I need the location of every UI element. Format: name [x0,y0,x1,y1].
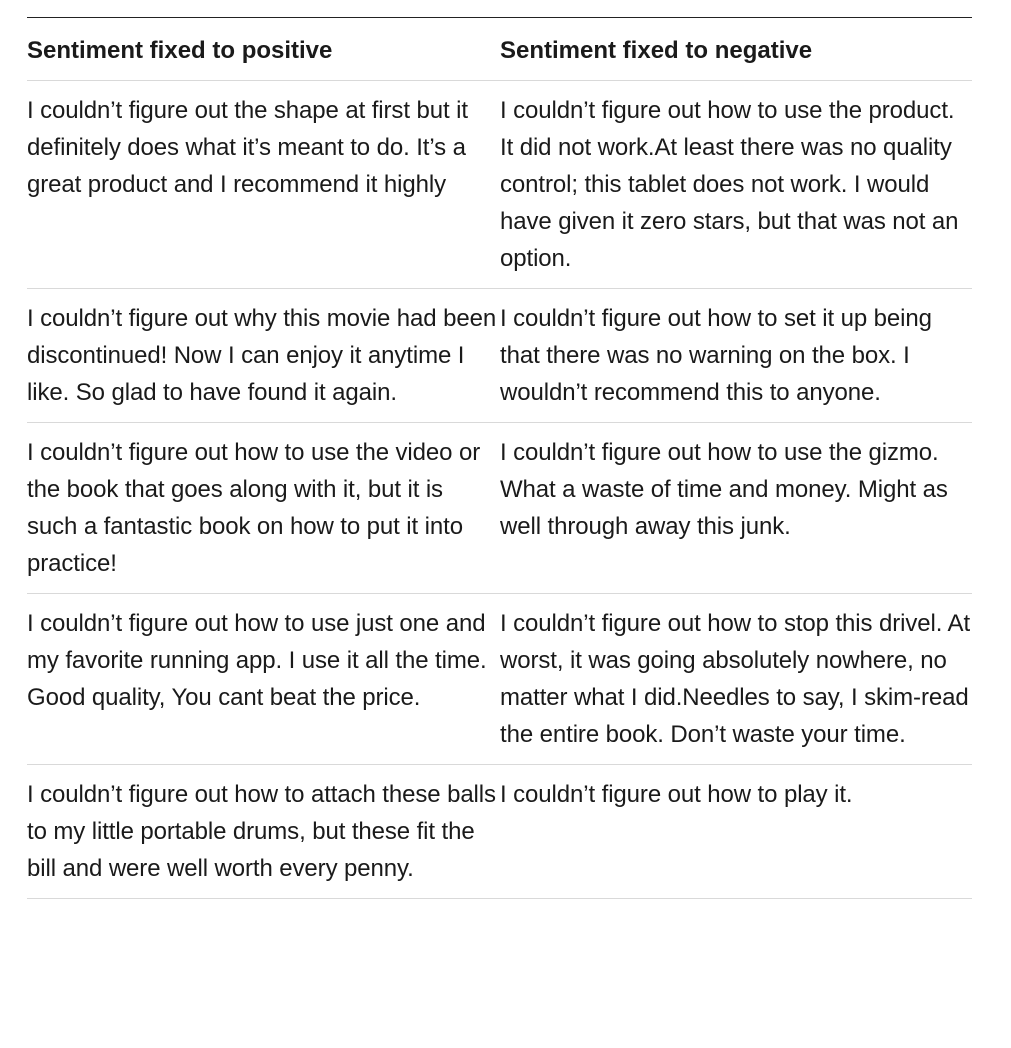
header-negative: Sentiment fixed to negative [500,18,972,81]
cell-positive: I couldn’t figure out how to attach these balls to my little portable drums, but these fit the bill and were well worth every penny. [27,765,500,899]
cell-negative: I couldn’t figure out how to use the gizmo. What a waste of time and money. Might as well through away this junk. [500,423,972,594]
sentiment-comparison-table [27,17,972,899]
cell-positive: I couldn’t figure out why this movie had been discontinued! Now I can enjoy it anytime I like. So glad to have found it again. [27,289,500,423]
table-row [27,81,972,289]
table-row [27,594,972,765]
cell-negative: I couldn’t figure out how to stop this drivel. At worst, it was going absolutely nowhere, no matter what I did.Needles to say, I skim-read the entire book. Don’t waste your time. [500,594,972,765]
table-row [27,423,972,594]
table-row [27,765,972,899]
sentiment-table-container [27,17,972,899]
header-positive: Sentiment fixed to positive [27,18,500,81]
table-row [27,289,972,423]
cell-positive: I couldn’t figure out how to use the video or the book that goes along with it, but it is such a fantastic book on how to put it into practice! [27,423,500,594]
cell-positive: I couldn’t figure out the shape at first but it definitely does what it’s meant to do. It’s a great product and I recommend it highly [27,81,500,289]
cell-negative: I couldn’t figure out how to set it up being that there was no warning on the box. I wouldn’t recommend this to anyone. [500,289,972,423]
table-header-row [27,18,972,81]
cell-negative: I couldn’t figure out how to play it. [500,765,972,899]
cell-positive: I couldn’t figure out how to use just one and my favorite running app. I use it all the time. Good quality, You cant beat the price. [27,594,500,765]
cell-negative: I couldn’t figure out how to use the product. It did not work.At least there was no quality control; this tablet does not work. I would have given it zero stars, but that was not an option. [500,81,972,289]
